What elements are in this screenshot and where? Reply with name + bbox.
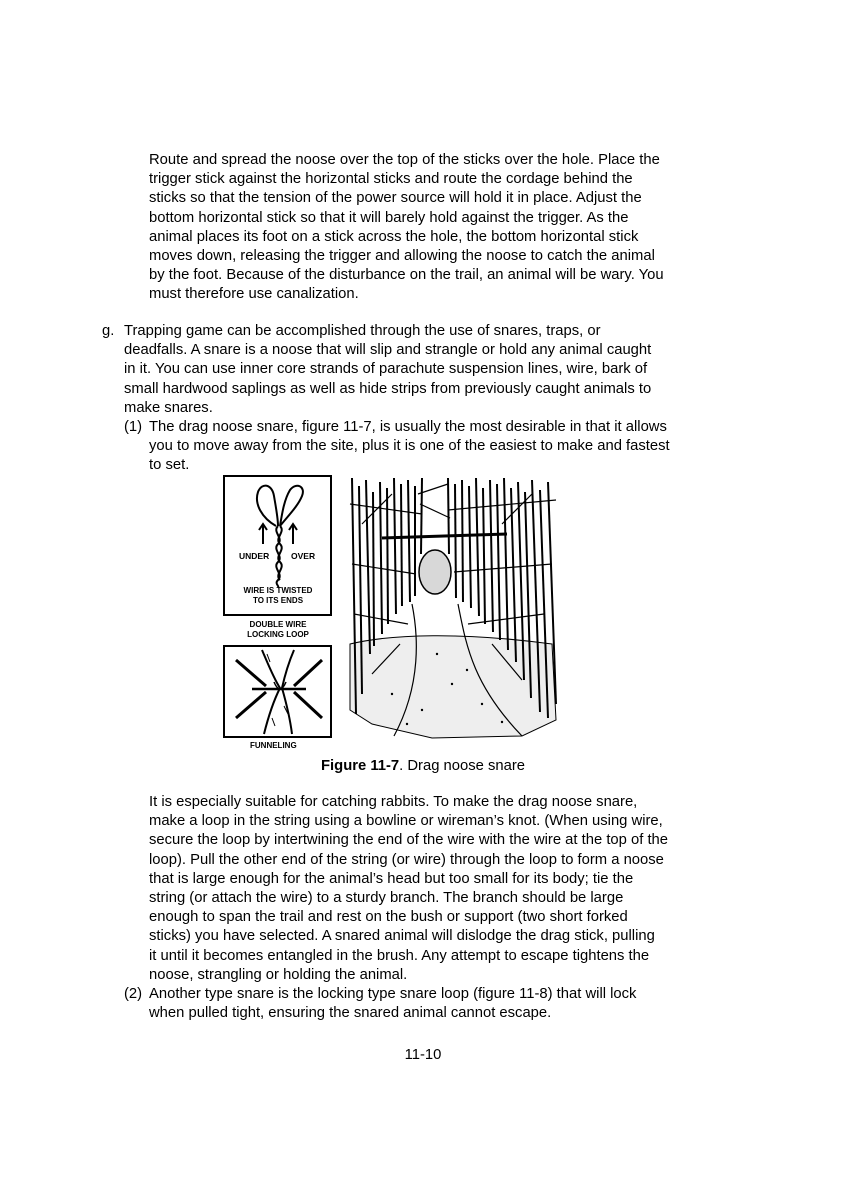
list-marker-1: (1) [124, 419, 143, 435]
double-wire-label-2: LOCKING LOOP [247, 630, 309, 639]
text-line: deadfalls. A snare is a noose that will slip and strangle or hold any animal caught [124, 342, 652, 359]
text-line: make snares. [124, 399, 213, 416]
figure-11-7 [222, 474, 570, 758]
text-line: enough to span the trail and rest on the bush or support (two short forked [149, 909, 628, 926]
caption-text: . Drag noose snare [399, 758, 525, 774]
text-line: noose, strangling or holding the animal. [149, 966, 408, 983]
text-line: it until it becomes entangled in the brush. Any attempt to escape tightens the [149, 947, 650, 964]
text-line: when pulled tight, ensuring the snared animal cannot escape. [149, 1005, 552, 1022]
item-1-continuation-paragraph [149, 793, 668, 985]
text-line: in it. You can use inner core strands of parachute suspension lines, wire, bark of [124, 361, 648, 378]
continuation-paragraph [149, 151, 664, 305]
text-line: animal places its foot on a stick across the hole, the bottom horizontal stick [149, 228, 639, 245]
double-wire-loop-icon [257, 486, 303, 588]
item-1-paragraph [149, 418, 670, 476]
text-line: The drag noose snare, figure 11-7, is usually the most desirable in that it allows [149, 419, 667, 435]
text-line: small hardwood saplings as well as hide strips from previously caught animals to [124, 380, 652, 397]
figure-caption [0, 757, 846, 776]
text-line: secure the loop by intertwining the end of the wire with the wire at the top of the [149, 832, 669, 849]
wire-twisted-label-1: WIRE IS TWISTED [243, 586, 313, 595]
double-wire-label-1: DOUBLE WIRE [249, 620, 307, 629]
under-label: UNDER [239, 551, 270, 561]
text-line: moves down, releasing the trigger and allowing the noose to catch the animal [149, 248, 655, 265]
text-line: string (or attach the wire) to a sturdy branch. The branch should be large [149, 890, 624, 907]
text-line: Route and spread the noose over the top of the sticks over the hole. Place the [149, 152, 660, 168]
text-line: Another type snare is the locking type snare loop (figure 11-8) that will lock [149, 986, 637, 1002]
funneling-label: FUNNELING [250, 741, 297, 750]
text-line: you to move away from the site, plus it is one of the easiest to make and fastest [149, 438, 670, 455]
funneling-diagram-icon [236, 650, 322, 734]
list-marker-g: g. [102, 323, 115, 339]
over-label: OVER [291, 551, 316, 561]
text-line: loop). Pull the other end of the string (or wire) through the loop to form a noose [149, 851, 664, 868]
text-line: trigger stick against the horizontal sticks and route the cordage behind the [149, 171, 633, 188]
item-2-paragraph [149, 985, 636, 1023]
text-line: sticks so that the tension of the power source will hold it in place. Adjust the [149, 190, 642, 207]
text-line: must therefore use canalization. [149, 286, 359, 303]
text-line: bottom horizontal stick so that it will barely hold against the trigger. As the [149, 209, 629, 226]
drag-noose-snare-illustration [222, 474, 570, 758]
text-line: sticks) you have selected. A snared animal will dislodge the drag stick, pulling [149, 928, 655, 945]
text-line: Trapping game can be accomplished through the use of snares, traps, or [124, 323, 601, 339]
wire-twisted-label-2: TO ITS ENDS [252, 596, 304, 605]
caption-label: Figure 11-7 [321, 758, 400, 774]
item-g-paragraph [124, 322, 651, 418]
text-line: make a loop in the string using a bowline or wireman’s knot. (When using wire, [149, 813, 663, 830]
text-line: by the foot. Because of the disturbance on the trail, an animal will be wary. You [149, 267, 664, 284]
text-line: to set. [149, 457, 190, 474]
brush-tunnel-illustration [342, 474, 562, 744]
text-line: that is large enough for the animal’s head but too small for its body; tie the [149, 870, 634, 887]
page-number: 11-10 [404, 1047, 442, 1063]
text-line: It is especially suitable for catching rabbits. To make the drag noose snare, [149, 794, 638, 810]
list-marker-2: (2) [124, 986, 143, 1002]
